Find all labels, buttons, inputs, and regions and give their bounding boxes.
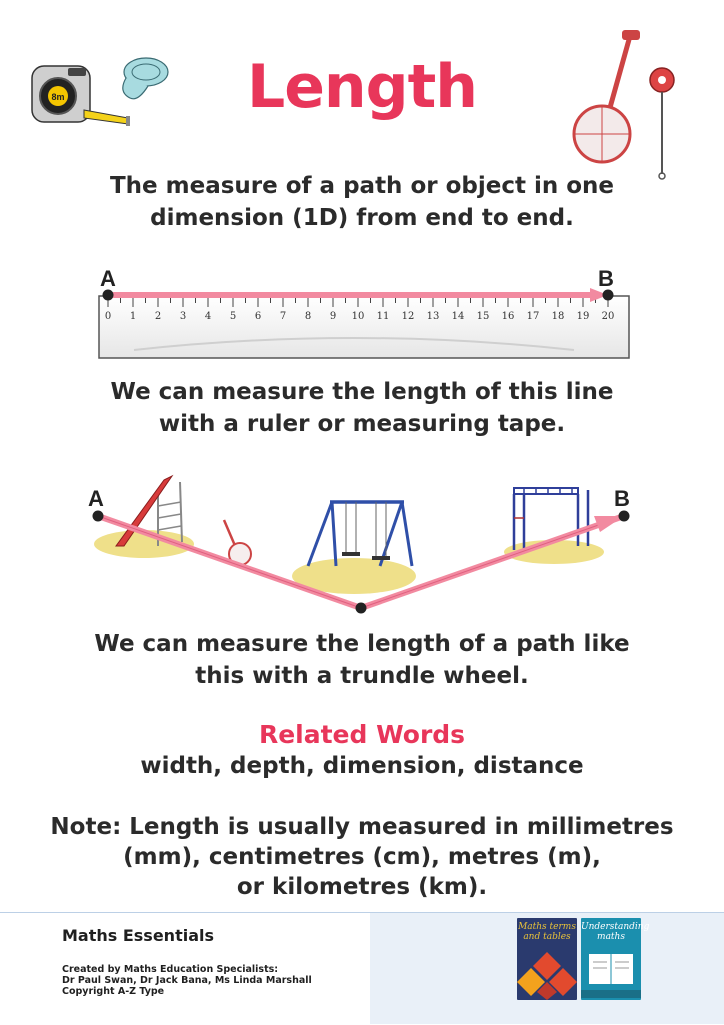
footer-credit-line: Dr Paul Swan, Dr Jack Bana, Ms Linda Marshall (62, 975, 312, 986)
ruler-diagram (94, 264, 634, 364)
ruler-tick-label: 10 (351, 311, 365, 322)
ruler-tick-label: 19 (576, 311, 590, 322)
point-b-label: B (598, 266, 614, 291)
ruler-tick-label: 5 (229, 311, 237, 322)
ruler-tick-label: 16 (501, 311, 515, 322)
path-caption-line: We can measure the length of a path like (94, 631, 630, 657)
playground-path-diagram (84, 466, 644, 618)
related-words-heading: Related Words (258, 720, 466, 749)
ruler-tick-label: 3 (179, 311, 187, 322)
definition-line: The measure of a path or object in one (109, 173, 615, 199)
ruler-tick-label: 11 (376, 311, 390, 322)
ruler-ticks (108, 297, 608, 307)
point-a-label: A (88, 486, 104, 511)
book-cover-understanding[interactable] (581, 918, 650, 1000)
ruler-tick-label: 6 (254, 311, 262, 322)
page-title: Length (247, 52, 477, 122)
swing-set-icon (308, 502, 412, 566)
ruler-body (99, 296, 629, 358)
ruler-tick-label: 17 (526, 311, 540, 322)
ruler-tick-label: 7 (279, 311, 287, 322)
tape-label: 8m (51, 92, 65, 102)
definition-line: dimension (1D) from end to end. (150, 205, 574, 231)
trundle-wheel-illustration (570, 26, 696, 186)
definition-text (40, 170, 684, 234)
ruler-tick-label: 1 (129, 311, 137, 322)
path-caption-line: this with a trundle wheel. (195, 663, 529, 689)
path-caption (40, 628, 684, 692)
measuring-tape-illustration (28, 46, 158, 130)
ruler-tick-label: 18 (551, 311, 565, 322)
point-a-dot (93, 511, 104, 522)
trundle-wheel-small-icon (224, 520, 251, 565)
long-tape-icon (650, 68, 674, 179)
ruler-caption-line: We can measure the length of this line (110, 379, 614, 405)
ruler-tick-label: 13 (426, 311, 440, 322)
ruler-tick-label: 20 (601, 311, 615, 322)
ruler-tick-label: 0 (104, 311, 112, 322)
book-illustration-icon (581, 948, 641, 998)
ruler-tick-label: 9 (329, 311, 337, 322)
footer-brand: Maths Essentials (62, 926, 215, 945)
ruler-tick-label: 15 (476, 311, 490, 322)
ruler-tick-label: 2 (154, 311, 162, 322)
note-line: (mm), centimetres (cm), metres (m), (123, 844, 601, 870)
note-line: Note: Length is usually measured in millimetres (50, 814, 674, 840)
book-cover-title: Understanding maths (581, 922, 650, 942)
footer-credit-line: Copyright A-Z Type (62, 986, 165, 997)
book-cover-title: Maths terms and tables (518, 922, 576, 942)
tape-case-icon (32, 66, 130, 126)
point-b-dot (619, 511, 630, 522)
ruler-caption (40, 376, 684, 440)
ruler-tick-label: 14 (451, 311, 465, 322)
book-cover-maths-terms[interactable] (517, 918, 577, 1000)
ruler-tick-label: 8 (304, 311, 312, 322)
point-a-label: A (100, 266, 116, 291)
book-pattern-icon (517, 950, 577, 1000)
midpoint-dot (356, 603, 367, 614)
footer-credit-line: Created by Maths Education Specialists: (62, 964, 279, 975)
point-b-dot (603, 290, 614, 301)
related-words-list: width, depth, dimension, distance (140, 753, 584, 779)
point-b-label: B (614, 486, 630, 511)
ruler-tick-label: 12 (401, 311, 415, 322)
ruler-tick-label: 4 (204, 311, 212, 322)
trundle-wheel-icon (574, 30, 640, 162)
note-line: or kilometres (km). (236, 874, 488, 900)
point-a-dot (103, 290, 114, 301)
ruler-tick-labels (105, 311, 615, 322)
ruler-caption-line: with a ruler or measuring tape. (158, 411, 566, 437)
note-text (40, 812, 684, 902)
